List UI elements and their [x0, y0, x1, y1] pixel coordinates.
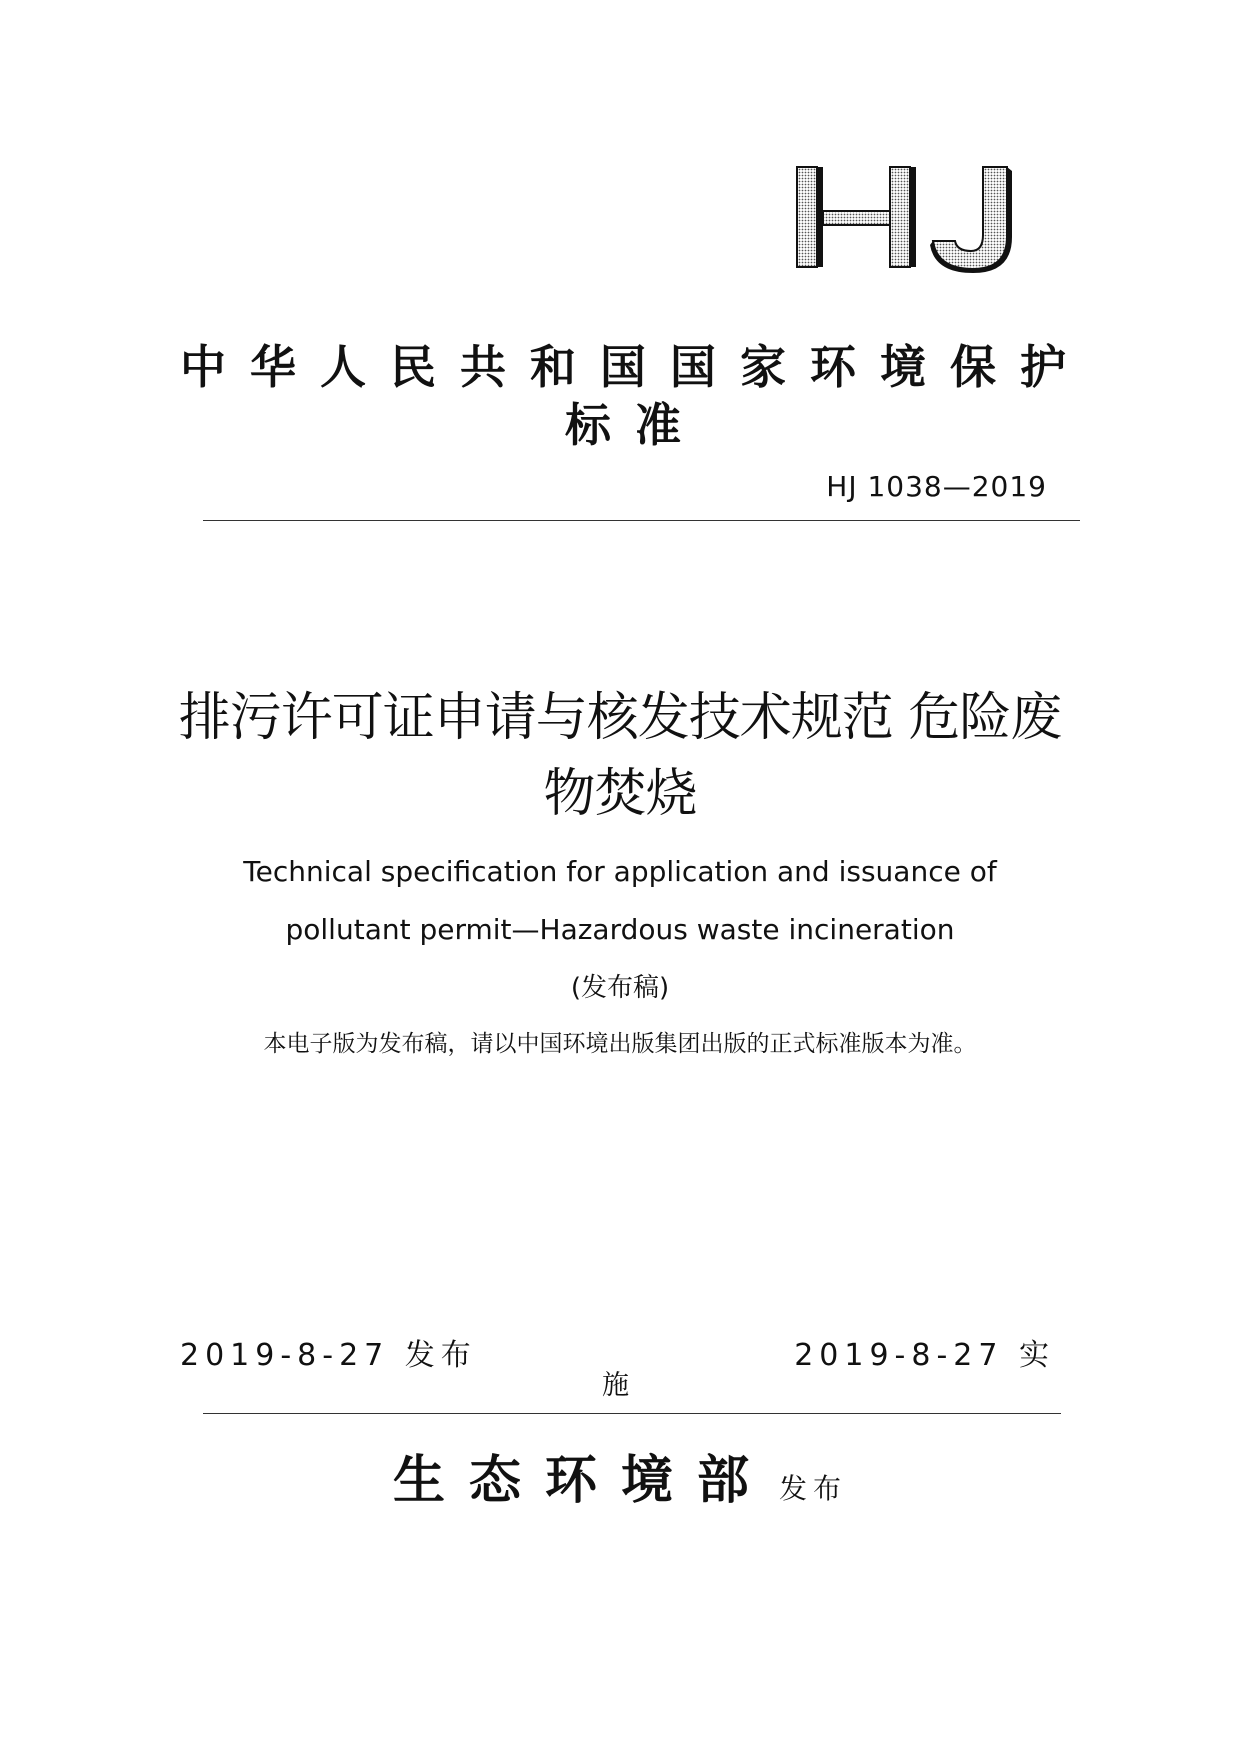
document-title-chinese: 排污许可证申请与核发技术规范 危险废物焚烧 [178, 688, 1062, 824]
hj-logo [795, 165, 1015, 275]
disclaimer-note: 本电子版为发布稿，请以中国环境出版集团出版的正式标准版本为准。 [263, 1031, 977, 1057]
issuing-ministry: 生态环境部 [392, 1450, 773, 1511]
issuer-line [0, 1438, 1240, 1513]
issuing-authority-header: 中华人民共和国国家环境保护标准 [180, 340, 1090, 452]
draft-label: (发布稿) [570, 973, 670, 1003]
top-divider [203, 520, 1080, 521]
implementation-date: 2019-8-27 实 [794, 1338, 1055, 1373]
standard-number: HJ 1038—2019 [826, 470, 1047, 503]
hj-logo-graphic [797, 167, 1012, 273]
issue-date: 2019-8-27 发布 [180, 1338, 477, 1373]
bottom-divider [203, 1413, 1061, 1414]
document-title-english: Technical specification for application and issuance of pollutant permit—Hazardous waste incineration [243, 855, 997, 946]
implementation-date-wrap: 施 [602, 1370, 629, 1401]
issuer-suffix: 发布 [779, 1472, 848, 1505]
